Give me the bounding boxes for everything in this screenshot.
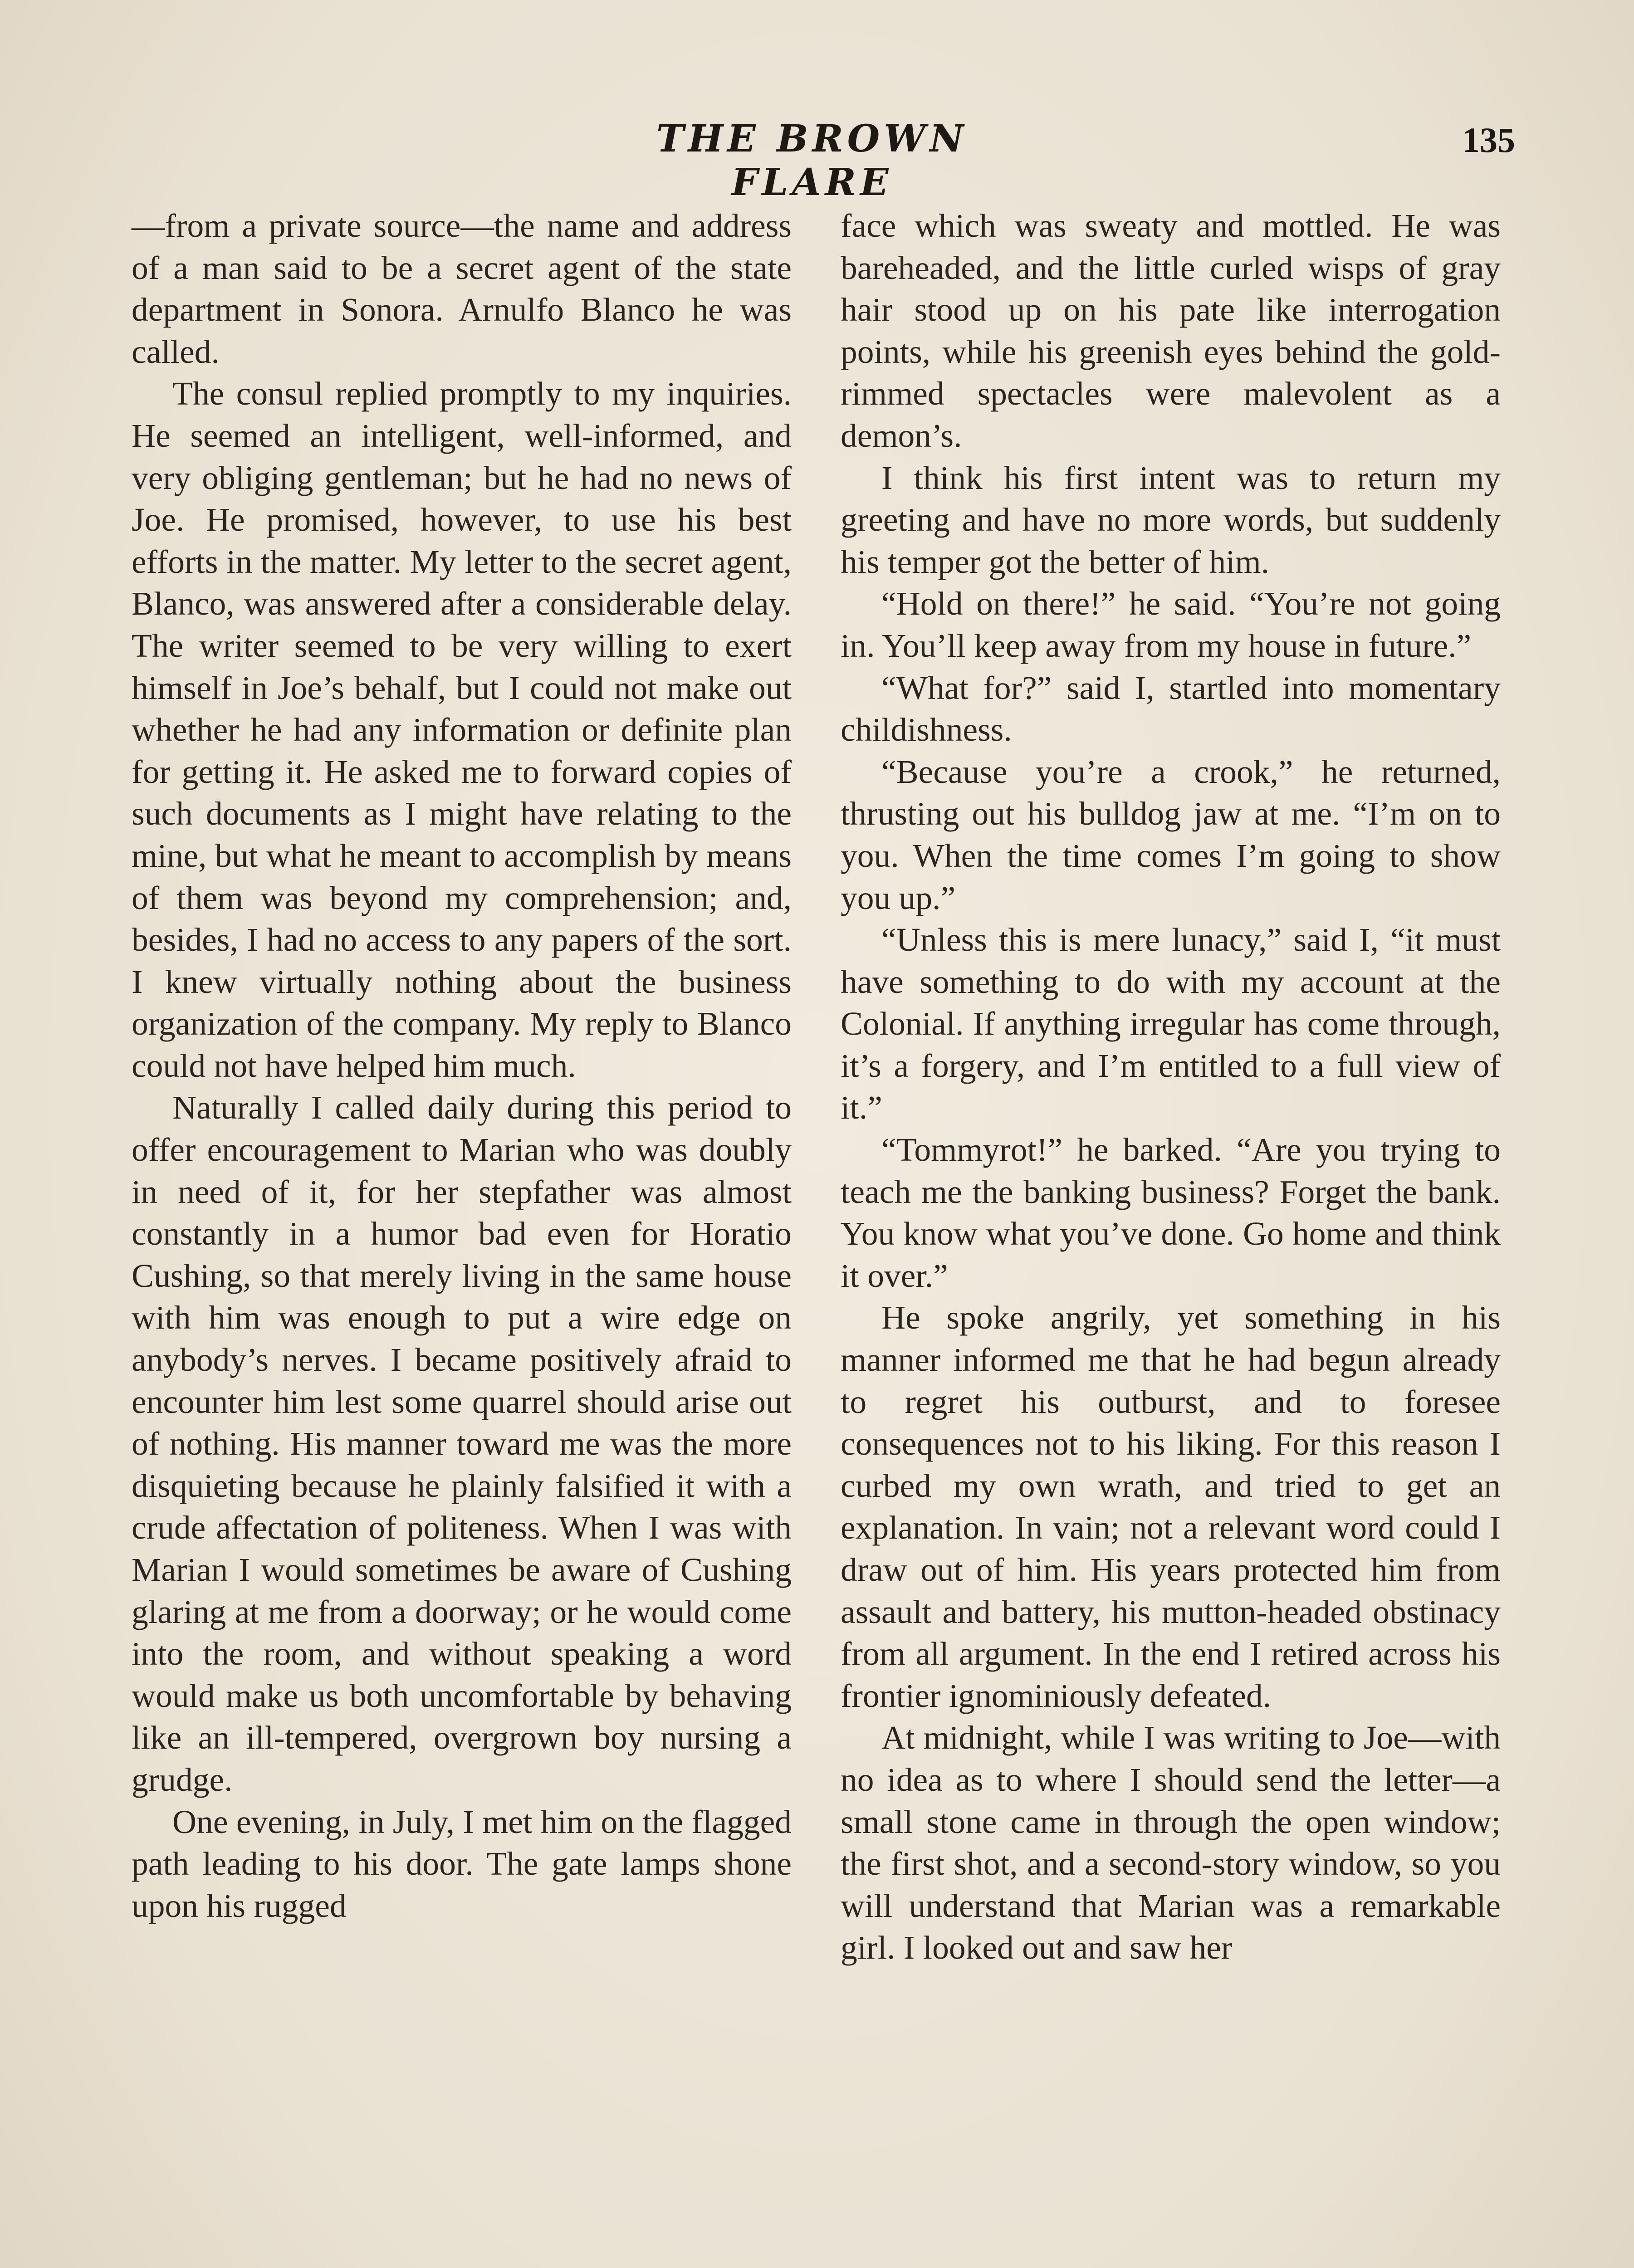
paragraph: Naturally I called daily during this period to offer encouragement to Marian who was doubly in need of it, for her stepfather was almost constantly in a humor bad even for Horatio Cushing, so that merely living in the same house with him was enough to put a wire edge on anybody’s nerves. I became positively afraid to encounter him lest some quarrel should arise out of nothing. His manner toward me was the more disquieting because he plainly falsified it with a crude affectation of politeness. When I was with Marian I would sometimes be aware of Cushing glaring at me from a doorway; or he would come into the room, and without speaking a word would make us both uncomfortable by behaving like an ill-tempered, overgrown boy nursing a grudge. bbox=[132, 1089, 792, 1798]
paragraph: “Unless this is mere lunacy,” said I, “it must have something to do with my account at the Colonial. If anything irregular has come through, it’s a forgery, and I’m entitled to a full view of it.” bbox=[841, 921, 1501, 1126]
paragraph: “Because you’re a crook,” he returned, thrusting out his bulldog jaw at me. “I’m on to you. When the time comes I’m going to show you up.” bbox=[841, 753, 1501, 916]
paragraph: —from a private source—the name and address of a man said to be a secret agent of the state department in Sonora. Arnulfo Blanco he was called. bbox=[132, 207, 792, 370]
paragraph: The consul replied promptly to my inquiries. He seemed an intelligent, well-informed, and very obliging gentleman; but he had no news of Joe. He promised, however, to use his best efforts in the matter. My letter to the secret agent, Blanco, was answered after a considerable delay. The writer seemed to be very willing to exert himself in Joe’s behalf, but I could not make out whether he had any information or definite plan for getting it. He asked me to forward copies of such documents as I might have relating to the mine, but what he meant to accomplish by means of them was beyond my comprehension; and, besides, I had no access to any papers of the sort. I knew virtually nothing about the business organization of the company. My reply to Blanco could not have helped him much. bbox=[132, 375, 792, 1084]
page-header bbox=[0, 117, 1634, 204]
paragraph: “Tommyrot!” he barked. “Are you trying to teach me the banking business? Forget the bank. You know what you’ve done. Go home and think it over.” bbox=[841, 1131, 1501, 1294]
paragraph: At midnight, while I was writing to Joe—with no idea as to where I should send the letter—a small stone came in through the open window; the first shot, and a second-story window, so you will understand that Marian was a remarkable girl. I looked out and saw her bbox=[841, 1719, 1501, 1966]
running-title: THE BROWN FLARE bbox=[656, 117, 968, 204]
paragraph: “What for?” said I, startled into momentary childishness. bbox=[841, 669, 1501, 748]
paragraph: “Hold on there!” he said. “You’re not going in. You’ll keep away from my house in future.” bbox=[841, 585, 1501, 664]
left-text-column bbox=[132, 205, 792, 1927]
paragraph: He spoke angrily, yet something in his manner informed me that he had begun already to regret his outburst, and to foresee consequences not to his liking. For this reason I curbed my own wrath, and tried to get an explanation. In vain; not a relevant word could I draw out of him. His years protected him from assault and battery, his mutton-headed obstinacy from all argument. In the end I retired across his frontier ignominiously defeated. bbox=[841, 1299, 1501, 1714]
right-text-column bbox=[841, 205, 1501, 1969]
page-number: 135 bbox=[1462, 120, 1515, 160]
paragraph: One evening, in July, I met him on the flagged path leading to his door. The gate lamps shone upon his rugged bbox=[132, 1803, 792, 1924]
paragraph: face which was sweaty and mottled. He was bareheaded, and the little curled wisps of gray hair stood up on his pate like interrogation points, while his greenish eyes behind the gold-rimmed spectacles were malevolent as a demon’s. bbox=[841, 207, 1501, 454]
paragraph: I think his first intent was to return my greeting and have no more words, but suddenly his temper got the better of him. bbox=[841, 459, 1501, 580]
